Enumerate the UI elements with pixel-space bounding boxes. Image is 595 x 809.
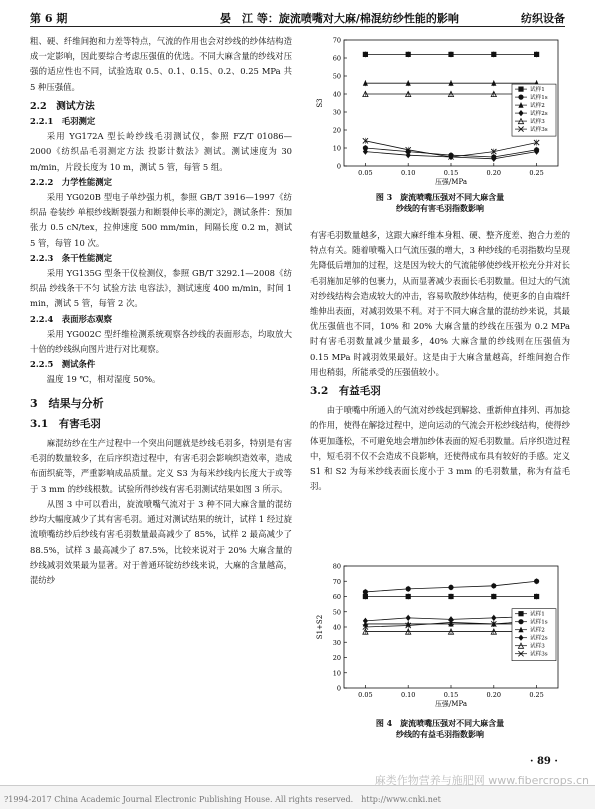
copyright-notice: ?1994-2017 China Academic Journal Electronic Publishing House. All rights reserved. http://www.cnki.net (4, 795, 441, 804)
data-point (406, 52, 411, 57)
figure-3-caption (312, 192, 568, 214)
x-tick-label: 0.10 (400, 169, 416, 177)
y-tick-label: 70 (332, 36, 341, 45)
y-tick-label: 0 (336, 684, 341, 693)
data-point (491, 52, 496, 57)
x-tick-label: 0.10 (400, 691, 416, 699)
section-heading: 3.1 有害毛羽 (30, 417, 101, 430)
figure-4-chart (312, 560, 568, 715)
data-point (363, 589, 368, 594)
legend-label: 试样3 (530, 119, 545, 126)
y-tick-label: 40 (332, 90, 341, 99)
y-tick-label: 50 (332, 608, 341, 617)
y-tick-label: 30 (332, 108, 341, 117)
y-tick-label: 10 (332, 669, 341, 678)
running-header (30, 8, 565, 27)
section-heading: 2.2.5 测试条件 (30, 359, 96, 370)
paragraph: 麻混纺纱在生产过程中一个突出问题就是纱线毛羽多，特别是有害毛羽的数量较多，在后序织造过程中，有害毛羽会影响织造效率，造成布面织疵等，严重影响成品质量。定义 S3 为每米纱线内长度大于或等于 3 mm 的纱线根数。试验所得纱线有害毛羽测试结果如图 3 所示。 (30, 438, 292, 494)
data-point (534, 579, 539, 584)
y-tick-label: 30 (332, 638, 341, 647)
legend-marker (518, 95, 523, 100)
y-tick-label: 60 (332, 54, 341, 63)
paragraph: 采用 YG002C 型纤维检测系统观察各纱线的表面形态，均取放大十倍的纱线纵向图片进行对比观察。 (30, 328, 292, 355)
paragraph: 温度 19 ℃，相对湿度 50%。 (46, 374, 161, 385)
legend-label: 试样1 (530, 611, 545, 618)
page-number: · 89 · (530, 756, 558, 767)
y-tick-label: 60 (332, 593, 341, 601)
figure-4-caption (312, 718, 568, 740)
legend-label: 试样1s (530, 619, 548, 626)
y-tick-label: 40 (332, 623, 341, 632)
data-point (406, 615, 411, 621)
x-tick-label: 0.05 (358, 169, 373, 177)
right-column (310, 228, 570, 494)
section-heading: 2.2.3 条干性能测定 (30, 252, 112, 263)
data-point (448, 585, 453, 590)
data-point (448, 52, 453, 57)
legend-label: 试样2s (530, 111, 548, 118)
section-heading: 2.2.2 力学性能测定 (30, 176, 112, 187)
paragraph: 粗、硬、纤维间抱和力差等特点，气流的作用也会对纱线的纱体结构造成一定影响，因此要综合考虑压强值的优选。不同大麻含量的纱线对压强的适应性也不同，试验选取 0.5、0.1、0.15、0.2、0.25 MPa 共 5 种压强值。 (30, 36, 292, 92)
x-tick-label: 0.05 (358, 691, 373, 699)
paragraph: 由于喷嘴中所通入的气流对纱线起到解捻、重新伸直排列、再加捻的作用，使得在解捻过程中，逆向运动的气流会开松纱线结构，使得纱体更加蓬松，不可避免地会增加纱体表面的短毛羽数量。后序织造过程中，短毛羽不仅不会造成不良影响，还使得成布具有较好的手感。定义 S1 和 S2 为每米纱线表面长度小于 3 mm 的毛羽数量，称为有益毛羽。 (310, 405, 570, 492)
y-tick-label: 70 (332, 577, 341, 586)
legend-label: 试样3 (530, 643, 545, 650)
legend-marker (518, 611, 523, 616)
data-point (406, 594, 411, 599)
figure-3-title: 旋流喷嘴压强对不同大麻含量 (400, 192, 505, 202)
data-point (491, 615, 496, 621)
y-tick-label: 20 (332, 654, 341, 662)
legend-label: 试样2 (530, 103, 545, 110)
legend-label: 试样2s (530, 635, 548, 642)
legend-label: 试样1s (530, 95, 548, 102)
paragraph: 采用 YG020B 型电子单纱强力机，参照 GB/T 3916—1997《纺织品 卷装纱 单根纱线断裂强力和断裂伸长率的测定》，测试条件：预加张力 0.5 cN/tex，拉伸速度 500 mm/min，间隔长度 0.2 m，测试 5 管，每管 10 次。 (30, 192, 292, 248)
x-tick-label: 0.20 (486, 169, 502, 177)
figure-3-title-line2: 纱线的有害毛羽指数影响 (396, 203, 484, 213)
legend-marker (518, 619, 523, 624)
x-axis-label: 压强/MPa (434, 700, 468, 708)
issue-number: 第 6 期 (30, 12, 68, 25)
section-heading: 2.2 测试方法 (30, 100, 95, 112)
journal-name: 纺织设备 (521, 12, 565, 25)
data-point (534, 52, 539, 57)
section-heading: 3 结果与分析 (30, 396, 104, 410)
x-tick-label: 0.15 (443, 169, 459, 177)
watermark: 麻类作物营养与施肥网 www.fibercrops.cn (374, 774, 589, 787)
x-tick-label: 0.15 (443, 691, 459, 699)
figure-3-number: 图 3 (375, 192, 393, 202)
y-tick-label: 10 (332, 144, 341, 153)
legend-label: 试样1 (530, 87, 545, 94)
y-tick-label: 0 (336, 162, 341, 171)
data-point (491, 594, 496, 599)
x-tick-label: 0.25 (529, 169, 544, 177)
y-axis-label: S1+S2 (316, 614, 324, 640)
section-heading: 2.2.4 表面形态观察 (30, 313, 112, 324)
x-tick-label: 0.25 (529, 691, 544, 699)
figure-4-number: 图 4 (375, 718, 393, 728)
figure-4-title: 旋流喷嘴压强对不同大麻含量 (400, 718, 505, 728)
section-heading: 3.2 有益毛羽 (310, 385, 381, 398)
data-point (363, 52, 368, 57)
paragraph: 从图 3 中可以看出，旋流喷嘴气流对于 3 种不同大麻含量的混纺纱均大幅度减少了其有害毛羽。通过对测试结果的统计，试样 1 经过旋流喷嘴纺纱后纱线有害毛羽数量最高减少了 85%，试样 2 最高减少了 88.5%，试样 3 最高减少了 87.5%，比较来说对于 20% 大麻含量的纱线减羽效果最为显著。对于普通环锭纺纱线来说，大麻的含量越高，混纺纱 (30, 498, 292, 585)
data-point (448, 594, 453, 599)
data-point (534, 594, 539, 599)
section-heading: 2.2.1 毛羽测定 (30, 116, 96, 127)
figure-3-chart (312, 34, 568, 192)
footer (0, 774, 595, 809)
legend-label: 试样3s (530, 127, 548, 134)
y-tick-label: 80 (332, 562, 341, 571)
figure-3 (312, 34, 568, 192)
paragraph: 有害毛羽数量越多，这跟大麻纤维本身粗、硬、整齐度差、抱合力差的特点有关。随着喷嘴入口气流压强的增大，3 种纱线的毛羽指数均呈现先降低后增加的过程，这是因为较大的气流能够使纱线开松充分并对长毛羽施加足够的包裹力，从而显著减少表面长毛羽数量。但过大的气流对纱线结构会造成较大的冲击，容易吹散纱体结构，使更多的自由端纤维伸出表面，对减羽效果不利。对于不同大麻含量的混纺纱来说，其最优压强值也不同，10% 和 20% 大麻含量的纱线在压强为 0.2 MPa 时有害毛羽数量减少量最多，40% 大麻含量的纱线则在压强值为 0.15 MPa 时减羽效果最好。这是由于大麻含量越高，纤维间抱合作用也稍弱，所能承受的压强值较小。 (310, 230, 570, 377)
y-axis-label: S3 (316, 98, 324, 108)
paragraph: 采用 YG172A 型长岭纱线毛羽测试仪，参照 FZ/T 01086—2000《纺织品毛羽测定方法 投影计数法》测试。测试速度为 30 m/min，片段长度为 10 m，测试 5 管，每管 5 组。 (30, 131, 292, 172)
legend-label: 试样2 (530, 627, 545, 634)
paragraph: 采用 YG135G 型条干仪检测仪，参照 GB/T 3292.1—2008《纺织品 纱线条干不匀 试验方法 电容法》，测试速度 400 m/min，时间 1 min，测试 5 管，每管 2 次。 (30, 268, 292, 309)
legend-label: 试样3s (530, 651, 548, 658)
data-point (491, 583, 496, 588)
figure-4-title-line2: 纱线的有益毛羽指数影响 (396, 729, 484, 739)
legend-marker (518, 87, 523, 92)
figure-4 (312, 560, 568, 715)
x-tick-label: 0.20 (486, 691, 502, 699)
data-point (363, 618, 368, 624)
data-point (406, 586, 411, 591)
left-column (30, 34, 292, 588)
y-tick-label: 20 (332, 126, 341, 135)
y-tick-label: 50 (332, 72, 341, 81)
x-axis-label: 压强/MPa (434, 178, 468, 186)
running-title: 晏 江 等：旋流喷嘴对大麻/棉混纺纱性能的影响 (220, 12, 459, 25)
